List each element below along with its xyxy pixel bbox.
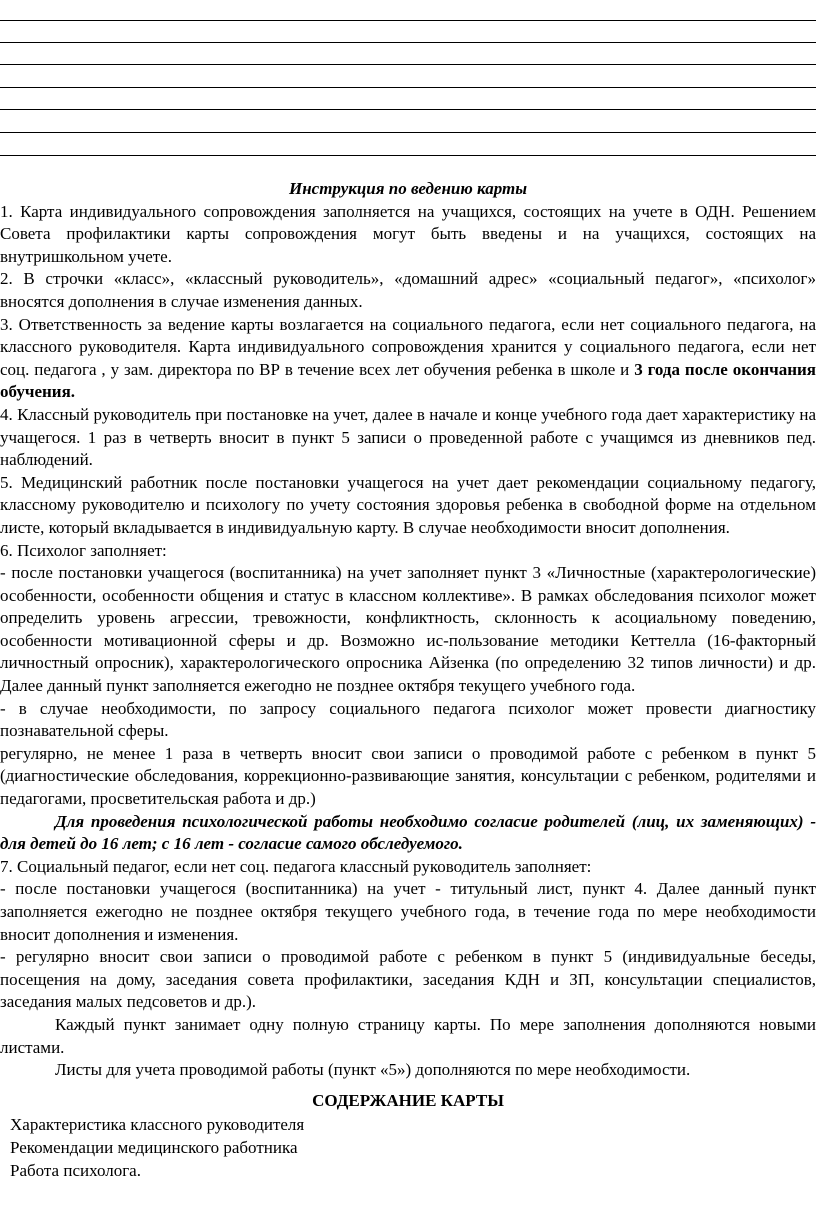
instruction-title: Инструкция по ведению карты (288, 179, 528, 198)
paragraph-2: 2. В строчки «класс», «классный руководитель», «домашний адрес» «социальный педагог», «психолог» вносятся дополнения в случае изменения данных. (0, 269, 816, 311)
paragraph-5: 5. Медицинский работник после постановки учащегося на учет дает рекомендации социальному педагогу, классному руководителю и психологу по учету состояния здоровья ребенка в свободной форме на отдельном листе, который вкладывается в индивидуальную карту. В случае необходимости вносит дополнения. (0, 472, 816, 537)
blank-line-5 (0, 109, 816, 110)
paragraph-7-heading: 7. Социальный педагог, если нет соц. педагога классный руководитель заполняет: (0, 856, 592, 876)
paragraph-3 (0, 314, 816, 404)
blank-line-4 (0, 87, 816, 88)
paragraph-4: 4. Классный руководитель при постановке на учет, далее в начале и конце учебного года дает характеристику на учащегося. 1 раз в четверть вносит в пункт 5 записи о проведенной работе с учащимся из дневников пед. наблюдений. (0, 404, 816, 470)
blank-line-6 (0, 132, 816, 133)
paragraph-9: Листы для учета проводимой работы (пункт «5») дополняются по мере необходимости. (55, 1060, 691, 1080)
paragraph-7-a: - после постановки учащегося (воспитанника) на учет - титульный лист, пункт 4. Далее данный пункт заполняется ежегодно не позднее октября текущего учебного года, в течение года по мере необходимости вносит дополнения и изменения. (0, 879, 816, 944)
paragraph-6-a: - после постановки учащегося (воспитанника) на учет заполняет пункт 3 «Личностные (характерологические) особенности, особенности общения и статус в классном коллективе». В рамках обследования психолог может определить уровень агрессии, тревожности, конфликтность, склонность к асоциальному поведению, особенности мотивационной сферы и др. Возможно ис-пользование методики Кеттелла (16-факторный личностный опросник), характерологического опросника Айзенка (по определению 32 типов личности) и др. Далее данный пункт заполняется ежегодно не позднее октября текущего учебного года. (0, 563, 816, 696)
contents-heading: СОДЕРЖАНИЕ КАРТЫ (312, 1090, 504, 1110)
blank-line-7 (0, 155, 816, 156)
paragraph-6-b: - в случае необходимости, по запросу социального педагога психолог может провести диагностику познавательной сферы. (0, 698, 816, 741)
paragraph-3-text: 3. Ответственность за ведение карты возлагается на социального педагога, если нет социального педагога, на классного руководителя. Карта индивидуального сопровождения хранится у социального педагога, если нет соц. педагога , у зам. директора по ВР в течение всех лет обучения ребенка в школе и (0, 314, 816, 379)
blank-line-3 (0, 64, 816, 65)
instruction-body (0, 178, 816, 1182)
paragraph-3-bold: 3 года после окончания обучения. (0, 359, 816, 402)
consent-note: Для проведения психологической работы необходимо согласие родителей (лиц, их заменяющих) - для детей до 16 лет; с 16 лет - согласие самого обследуемого. (0, 811, 816, 854)
contents-item: Работа психолога. (10, 1160, 141, 1180)
blank-line-2 (0, 42, 816, 43)
paragraph-1: 1. Карта индивидуального сопровождения заполняется на учащихся, состоящих на учете в ОДН. Решением Совета профилактики карты сопровождения могут быть введены и на учащихся, состоящих на внутришкольном учете. (0, 201, 816, 266)
paragraph-8: Каждый пункт занимает одну полную страницу карты. По мере заполнения дополняются новыми листами. (0, 1014, 816, 1057)
paragraph-7-b: - регулярно вносит свои записи о проводимой работе с ребенком в пункт 5 (индивидуальные беседы, посещения на дому, заседания совета профилактики, заседания КДН и ЗП, консультации специалистов, заседания малых педсоветов и др.). (0, 947, 816, 1012)
contents-item: Рекомендации медицинского работника (10, 1137, 298, 1157)
blank-line-1 (0, 20, 816, 21)
paragraph-6-c: регулярно, не менее 1 раза в четверть вносит свои записи о проводимой работе с ребенком в пункт 5 (диагностические обследования, коррекционно-развивающие занятия, консультации с ребенком, родителями и педагогами, просветительская работа и др.) (0, 743, 816, 809)
paragraph-6-heading: 6. Психолог заполняет: (0, 540, 167, 560)
contents-item: Характеристика классного руководителя (10, 1115, 305, 1135)
